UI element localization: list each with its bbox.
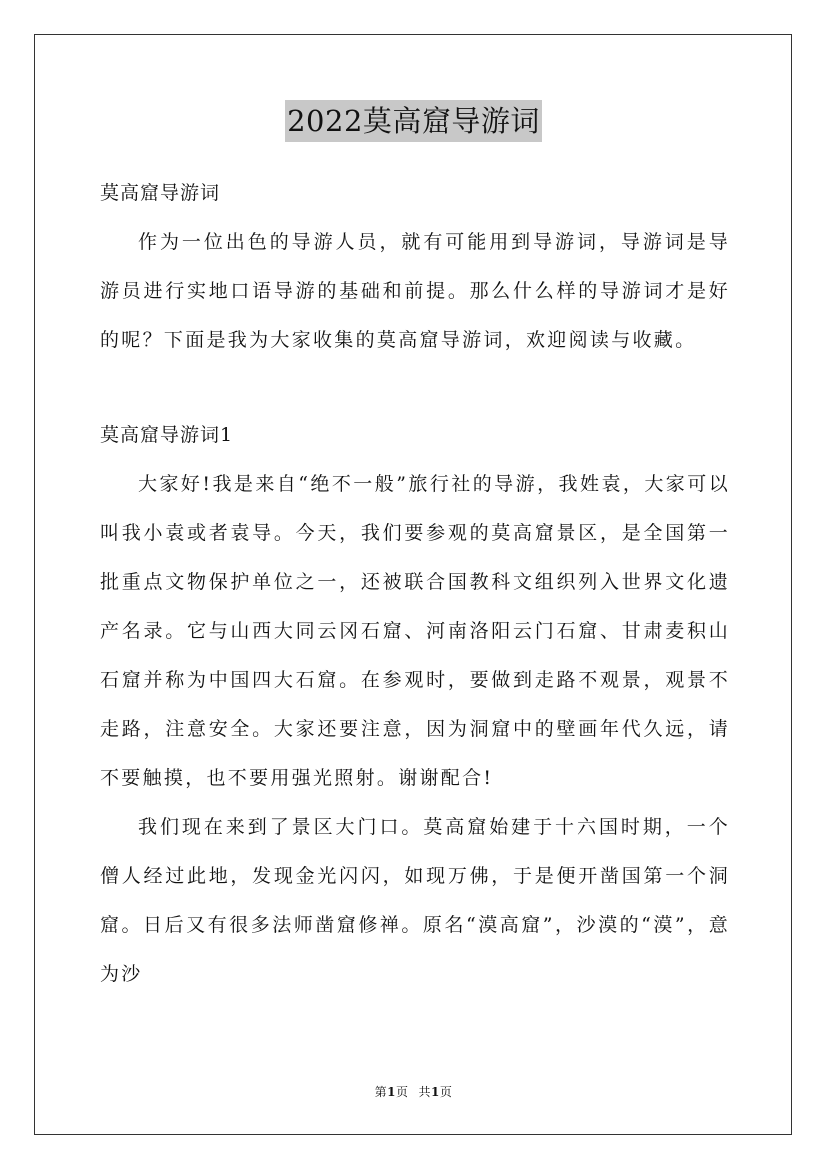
document-body — [100, 172, 730, 999]
footer-page-suffix: 页 — [395, 1085, 409, 1099]
footer-page-current: 1 — [387, 1085, 396, 1099]
footer-page-prefix: 第 — [374, 1085, 388, 1099]
body-paragraph-2: 我们现在来到了景区大门口。莫高窟始建于十六国时期，一个僧人经过此地，发现金光闪闪，如现万佛，于是便开凿国第一个洞窟。日后又有很多法师凿窟修禅。原名“漠高窟”，沙漠的“漠”，意为沙 — [100, 816, 730, 985]
footer-total-prefix: 共 — [418, 1085, 432, 1099]
intro-paragraph: 作为一位出色的导游人员，就有可能用到导游词，导游词是导游员进行实地口语导游的基础和前提。那么什么样的导游词才是好的呢？下面是我为大家收集的莫高窟导游词，欢迎阅读与收藏。 — [100, 231, 730, 351]
footer-total-pages: 1 — [431, 1085, 440, 1099]
document-title: 2022莫高窟导游词 — [285, 100, 542, 142]
title-container — [0, 100, 827, 142]
body-paragraph-1: 大家好!我是来自“绝不一般”旅行社的导游，我姓袁，大家可以叫我小袁或者袁导。今天，我们要参观的莫高窟景区，是全国第一批重点文物保护单位之一，还被联合国教科文组织列入世界文化遗产名录。它与山西大同云冈石窟、河南洛阳云门石窟、甘肃麦积山石窟并称为中国四大石窟。在参观时，要做到走路不观景，观景不走路，注意安全。大家还要注意，因为洞窟中的壁画年代久远，请不要触摸，也不要用强光照射。谢谢配合! — [100, 473, 730, 789]
document-subtitle: 莫高窟导游词 — [100, 182, 221, 204]
page-footer — [0, 1083, 827, 1101]
section-heading: 莫高窟导游词1 — [100, 424, 234, 446]
footer-total-suffix: 页 — [439, 1085, 453, 1099]
